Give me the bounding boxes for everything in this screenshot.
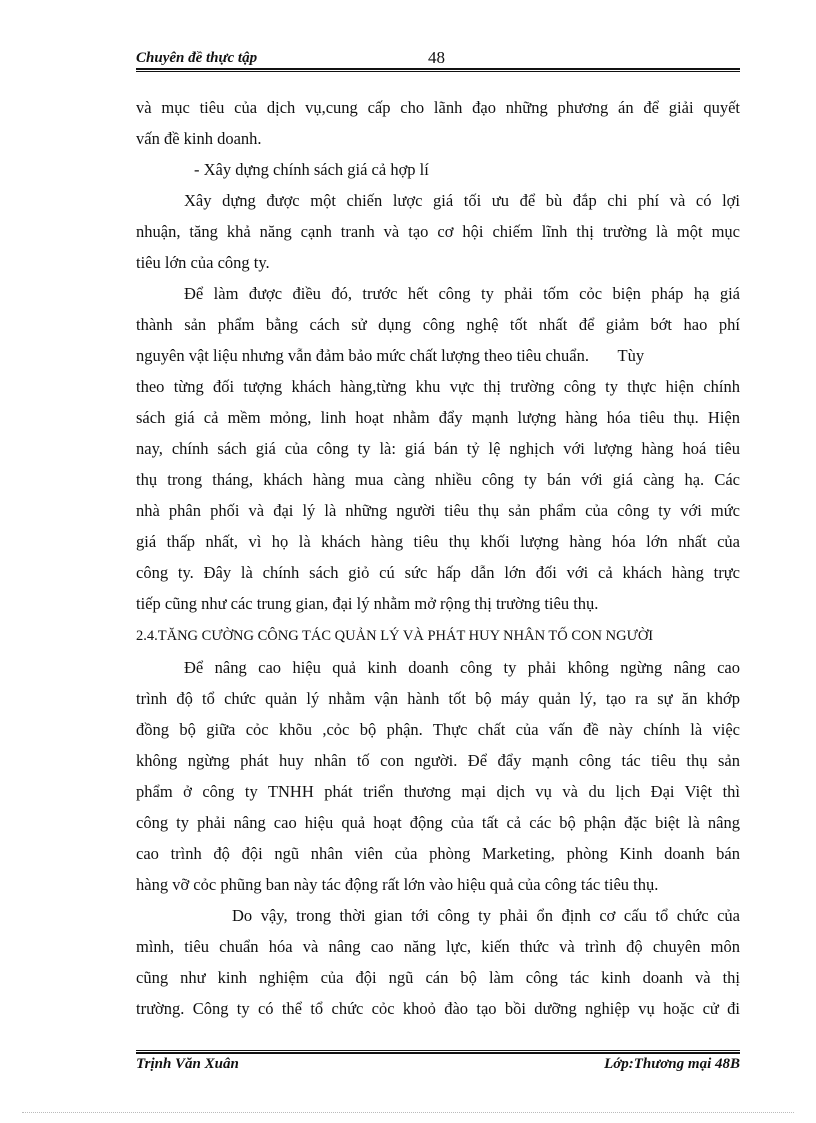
text-line: cũng như kinh nghiệm của đội ngũ cán bộ làm công tác kinh doanh và thị	[136, 968, 740, 987]
text-line: trường. Công ty có thể tổ chức cỏc khoỏ đào tạo bồi dưỡng nghiệp vụ hoặc cử đi	[136, 999, 740, 1018]
text-line: công ty phải nâng cao hiệu quả hoạt động của tất cả các bộ phận đặc biệt là nâng	[136, 813, 740, 832]
paragraph-4	[136, 652, 740, 900]
text-line: nay, chính sách giá của công ty là: giá bán tỷ lệ nghịch với lượng hàng hoá tiêu	[136, 439, 740, 458]
text-line: theo từng đối tượng khách hàng,từng khu vực thị trường công ty thực hiện chính	[136, 377, 740, 396]
text-line: cao trình độ đội ngũ nhân viên của phòng Marketing, phòng Kinh doanh bán	[136, 844, 740, 863]
text-line: sách giá cả mềm mỏng, linh hoạt nhằm đẩy mạnh lượng hàng hóa tiêu thụ. Hiện	[136, 408, 740, 427]
text-line: Do vậy, trong thời gian tới công ty phải ổn định cơ cấu tổ chức của	[232, 906, 740, 925]
text-line: Để nâng cao hiệu quả kinh doanh công ty phải không ngừng nâng cao	[184, 658, 740, 677]
text-line: công ty. Đây là chính sách giỏ cú sức hấp dẫn lớn đối với cả khách hàng trực	[136, 563, 740, 582]
text-line: hàng vỡ cỏc phũng ban này tác động rất lớn vào hiệu quả của công tác tiêu thụ.	[136, 875, 659, 894]
page-footer	[136, 1056, 740, 1078]
text-line: giá thấp nhất, vì họ là khách hàng tiêu thụ khối lượng hàng hóa lớn nhất của	[136, 532, 740, 551]
text-line: nhà phân phối và đại lý là những người tiêu thụ sản phẩm của công ty với mức	[136, 501, 740, 520]
paragraph-5	[136, 900, 740, 1024]
text-line: tiếp cũng như các trung gian, đại lý nhằm mở rộng thị trường tiêu thụ.	[136, 594, 599, 613]
footer-rule	[136, 1050, 740, 1054]
text-line: nguyên vật liệu nhưng vẫn đảm bảo mức chất lượng theo tiêu chuẩn. Tùy	[136, 346, 645, 365]
bullet-text: - Xây dựng chính sách giá cả hợp lí	[194, 160, 429, 179]
text-line: phẩm ở công ty TNHH phát triển thương mại dịch vụ và du lịch Đại Việt thì	[136, 782, 740, 801]
section-heading: 2.4.TĂNG CƯỜNG CÔNG TÁC QUẢN LÝ VÀ PHÁT HUY NHÂN TỐ CON NGƯỜI	[136, 628, 654, 644]
paragraph-3	[136, 278, 740, 619]
footer-class: Lớp:Thương mại 48B	[604, 1056, 740, 1072]
text-line: tiêu lớn của công ty.	[136, 253, 270, 272]
page-edge-divider	[22, 1112, 794, 1113]
text-line: Để làm được điều đó, trước hết công ty phải tốm cỏc biện pháp hạ giá	[184, 284, 740, 303]
document-body	[136, 92, 740, 1024]
bullet-item	[136, 154, 740, 185]
text-line: và mục tiêu của dịch vụ,cung cấp cho lãnh đạo những phương án để giải quyết	[136, 98, 740, 117]
header-rule	[136, 68, 740, 72]
section-heading-wrap	[136, 619, 740, 652]
footer-author: Trịnh Văn Xuân	[136, 1056, 239, 1072]
paragraph-1	[136, 92, 740, 154]
page-number: 48	[428, 48, 445, 67]
text-line: Xây dựng được một chiến lược giá tối ưu để bù đắp chi phí và có lợi	[184, 191, 740, 210]
text-line: không ngừng phát huy nhân tố con người. Để đẩy mạnh công tác tiêu thụ sản	[136, 751, 740, 770]
header-title: Chuyên đề thực tập	[136, 50, 258, 66]
page-header	[136, 48, 740, 70]
text-line: thụ trong tháng, khách hàng mua càng nhiều công ty bán với giá càng hạ. Các	[136, 470, 740, 489]
text-line: nhuận, tăng khả năng cạnh tranh và tạo cơ hội chiếm lĩnh thị trường là một mục	[136, 222, 740, 241]
text-line: vấn đề kinh doanh.	[136, 129, 262, 148]
text-line: mình, tiêu chuẩn hóa và nâng cao năng lực, kiến thức và trình độ chuyên môn	[136, 937, 740, 956]
text-line: thành sản phẩm bằng cách sử dụng công nghệ tốt nhất để giảm bớt hao phí	[136, 315, 740, 334]
paragraph-2	[136, 185, 740, 278]
text-line: đồng bộ giữa cỏc khõu ,cỏc bộ phận. Thực chất của vấn đề này chính là việc	[136, 720, 740, 739]
text-line: trình độ tổ chức quản lý nhằm vận hành tốt bộ máy quản lý, tạo ra sự ăn khớp	[136, 689, 740, 708]
